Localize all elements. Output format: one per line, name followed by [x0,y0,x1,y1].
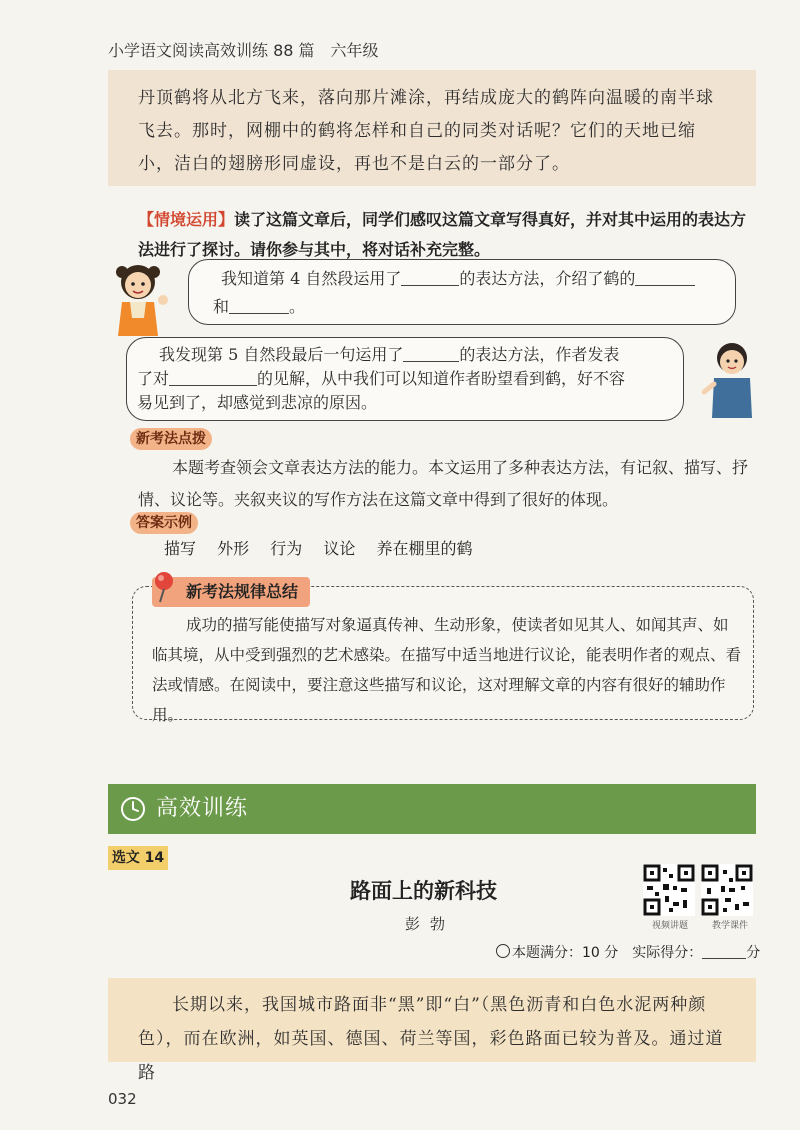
boy-line3: 易见到了，却感觉到悲凉的原因。 [137,393,378,412]
qr-label-video: 视频讲题 [652,921,689,931]
blank-expression-method-2[interactable] [403,343,459,362]
summary-label: 新考法规律总结 [152,577,310,607]
situation-tag: 【情境运用】 [138,210,235,229]
girl-line2-a: 和 [213,297,230,316]
score-text: 本题满分：10 分 实际得分： [512,945,703,961]
girl-line2-b: 。 [289,297,306,316]
boy-illustration [702,336,764,420]
blank-crane-aspect-1[interactable] [635,267,695,286]
answer-item: 描写 [164,539,197,558]
tip-label: 新考法点拨 [130,428,212,450]
situation-question [138,205,748,265]
blank-expression-method-1[interactable] [401,267,459,286]
previous-passage-text: 丹顶鹤将从北方飞来，落向那片滩涂，再结成庞大的鹤阵向温暖的南半球飞去。那时，网棚中的鹤将怎样和自己的同类对话呢？它们的天地已缩小，洁白的翅膀形同虚设，再也不是白云的一部分了。 [138,88,714,174]
blank-crane-aspect-2[interactable] [229,295,289,314]
answer-item: 议论 [323,539,356,558]
summary-text [152,610,742,730]
timer-icon [496,944,510,958]
tip-text-content: 本题考查领会文章表达方法的能力。本文运用了多种表达方法，有记叙、描写、抒情、议论等。夹叙夹议的写作方法在这篇文章中得到了很好的体现。 [138,458,749,509]
summary-text-content: 成功的描写能使描写对象逼真传神、生动形象，使读者如见其人、如闻其声、如临其境，从中受到强烈的艺术感染。在描写中适当地进行议论，能表明作者的观点、看法或情感。在阅读中，要注意这些描写和议论，这对理解文章的内容有很好的辅助作用。 [152,616,742,724]
girl-speech-bubble [188,259,736,325]
boy-speech-bubble [126,337,684,421]
qr-code-courseware-icon[interactable] [701,864,753,916]
training-title: 高效训练 [156,796,249,821]
boy-line2-b: 的见解，从中我们可以知道作者盼望看到鹤，好不容 [257,369,626,388]
pushpin-icon [150,570,178,604]
answer-item: 外形 [217,539,250,558]
passage-text [138,988,738,1090]
clock-icon [120,796,146,822]
score-blank[interactable] [702,940,746,959]
score-unit: 分 [746,945,761,961]
blank-opinion-subject[interactable] [169,367,257,386]
qr-code-video-icon[interactable] [643,864,695,916]
qr-label-courseware: 教学课件 [712,921,749,931]
article-title: 路面上的新科技 [350,878,497,903]
tip-text [138,452,750,516]
answer-label: 答案示例 [130,512,198,534]
selection-tag: 选文 14 [108,846,168,870]
header-title: 小学语文阅读高效训练 88 篇 六年级 [108,41,379,60]
boy-line1-b: 的表达方法，作者发表 [459,345,620,364]
answer-item: 养在棚里的鹤 [376,539,473,558]
article-author: 彭勃 [405,915,456,933]
answer-items [164,536,488,562]
situation-text: 读了这篇文章后，同学们感叹这篇文章写得真好，并对其中运用的表达方法进行了探讨。请你参与其中，将对话补充完整。 [138,210,747,259]
girl-line1-a: 我知道第 4 自然段运用了 [221,269,402,288]
page-number: 032 [108,1090,137,1108]
boy-line2-a: 了对 [137,369,170,388]
girl-illustration [108,258,180,338]
score-line [496,940,760,962]
answer-item: 行为 [270,539,303,558]
boy-line1-a: 我发现第 5 自然段最后一句运用了 [159,345,404,364]
passage-text-content: 长期以来，我国城市路面非“黑”即“白”（黑色沥青和白色水泥两种颜色），而在欧洲，如英国、德国、荷兰等国，彩色路面已较为普及。通过道路 [138,995,724,1083]
girl-line1-b: 的表达方法，介绍了鹤的 [459,269,636,288]
